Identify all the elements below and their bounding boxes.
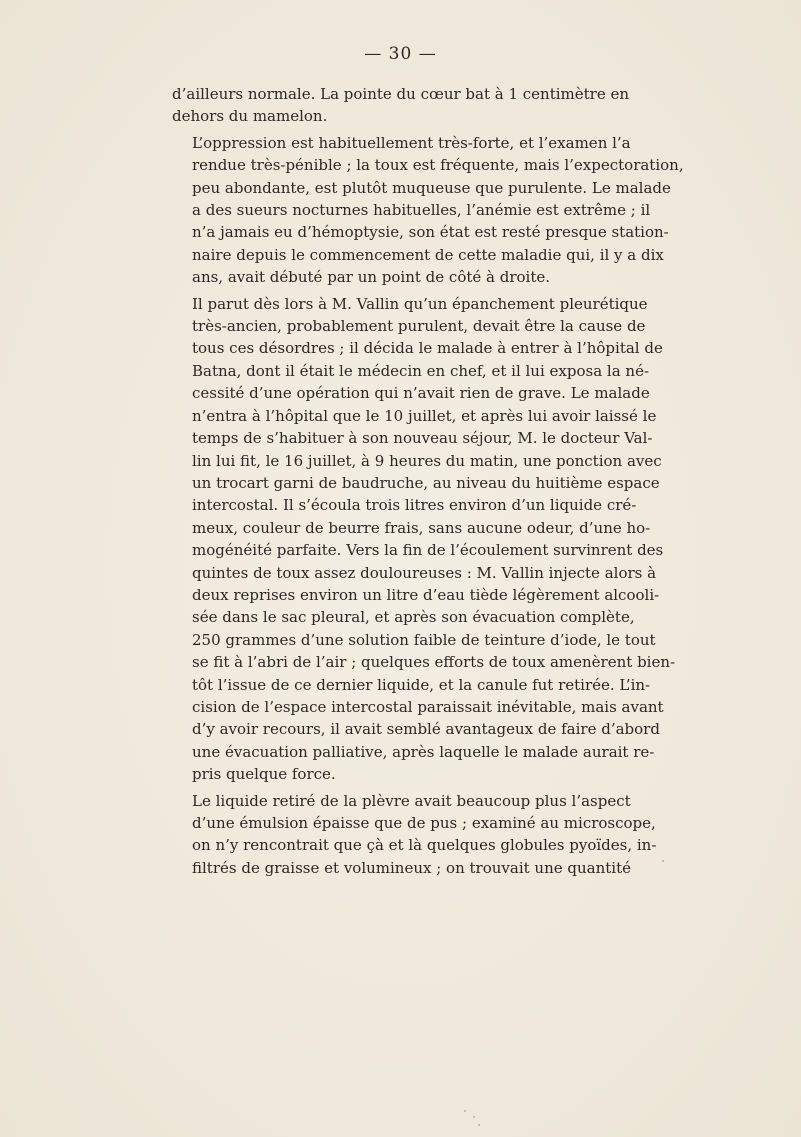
text-line: très-ancien, probablement purulent, devait être la cause de [192,317,646,336]
text-line: cision de l’espace intercostal paraissait inévitable, mais avant [192,697,664,716]
text-line: se fit à l’abri de l’air ; quelques efforts de toux amenèrent bien- [192,653,676,672]
text-line: temps de s’habituer à son nouveau séjour, M. le docteur Val- [192,429,653,448]
text-line: naire depuis le commencement de cette maladie qui, il y a dix [192,245,664,264]
paper-speck [662,860,664,862]
text-line: tous ces désordres ; il décida le malade à entrer à l’hôpital de [192,339,663,358]
paragraph-2 [172,132,684,289]
text-line: dehors du mamelon. [172,107,328,126]
text-line: L’oppression est habituellement très-forte, et l’examen l’a [192,133,631,152]
paragraph-1 [172,83,628,128]
text-line: peu abondante, est plutôt muqueuse que purulente. Le malade [192,178,671,197]
text-line: cessité d’une opération qui n’avait rien de grave. Le malade [192,384,650,403]
text-line: mogénéité parfaite. Vers la fin de l’écoulement survinrent des [192,541,664,560]
text-line: ans, avait débuté par un point de côté à droite. [192,268,551,287]
text-line: n’a jamais eu d’hémoptysie, son état est resté presque station- [192,223,669,242]
text-line: pris quelque force. [192,765,336,784]
text-line: 250 grammes d’une solution faible de teinture d’iode, le tout [192,630,656,649]
text-line: filtrés de graisse et volumineux ; on trouvait une quantité [192,858,631,877]
text-line: Il parut dès lors à M. Vallin qu’un épanchement pleurétique [192,294,648,313]
paragraph-3 [172,293,676,786]
text-line: une évacuation palliative, après laquelle le malade aurait re- [192,742,655,761]
text-line: sée dans le sac pleural, et après son évacuation complète, [192,608,635,627]
text-line: d’y avoir recours, il avait semblé avantageux de faire d’abord [192,720,660,739]
text-line: n’entra à l’hôpital que le 10 juillet, et après lui avoir laissé le [192,406,657,425]
text-line: d’une émulsion épaisse que de pus ; examiné au microscope, [192,814,656,832]
text-line: Le liquide retiré de la plèvre avait beaucoup plus l’aspect [192,791,631,810]
text-line: lin lui fit, le 16 juillet, à 9 heures du matin, une ponction avec [192,451,662,470]
text-line: deux reprises environ un litre d’eau tiède légèrement alcooli- [192,585,660,604]
text-line: tôt l’issue de ce dernier liquide, et la canule fut retirée. L’in- [192,675,651,694]
paper-speck [464,1110,466,1112]
text-line: un trocart garni de baudruche, au niveau du huitième espace [192,473,660,492]
text-line: meux, couleur de beurre frais, sans aucune odeur, d’une ho- [192,518,651,537]
text-line: on n’y rencontrait que çà et là quelques globules pyoïdes, in- [192,836,657,855]
paper-speck [478,1124,480,1126]
text-line: quintes de toux assez douloureuses : M. Vallin injecte alors à [192,563,657,582]
text-body [172,83,684,883]
paper-speck [473,1116,475,1118]
text-line: intercostal. Il s’écoula trois litres environ d’un liquide cré- [192,496,637,515]
text-line: d’ailleurs normale. La pointe du cœur bat à 1 centimètre en [172,85,630,103]
text-line: rendue très-pénible ; la toux est fréquente, mais l’expectoration, [192,156,684,175]
page-number: — 30 — [364,44,437,64]
paragraph-4 [172,790,657,880]
text-line: a des sueurs nocturnes habituelles, l’anémie est extrême ; il [192,201,651,220]
text-line: Batna, dont il était le médecin en chef, et il lui exposa la né- [192,361,650,380]
